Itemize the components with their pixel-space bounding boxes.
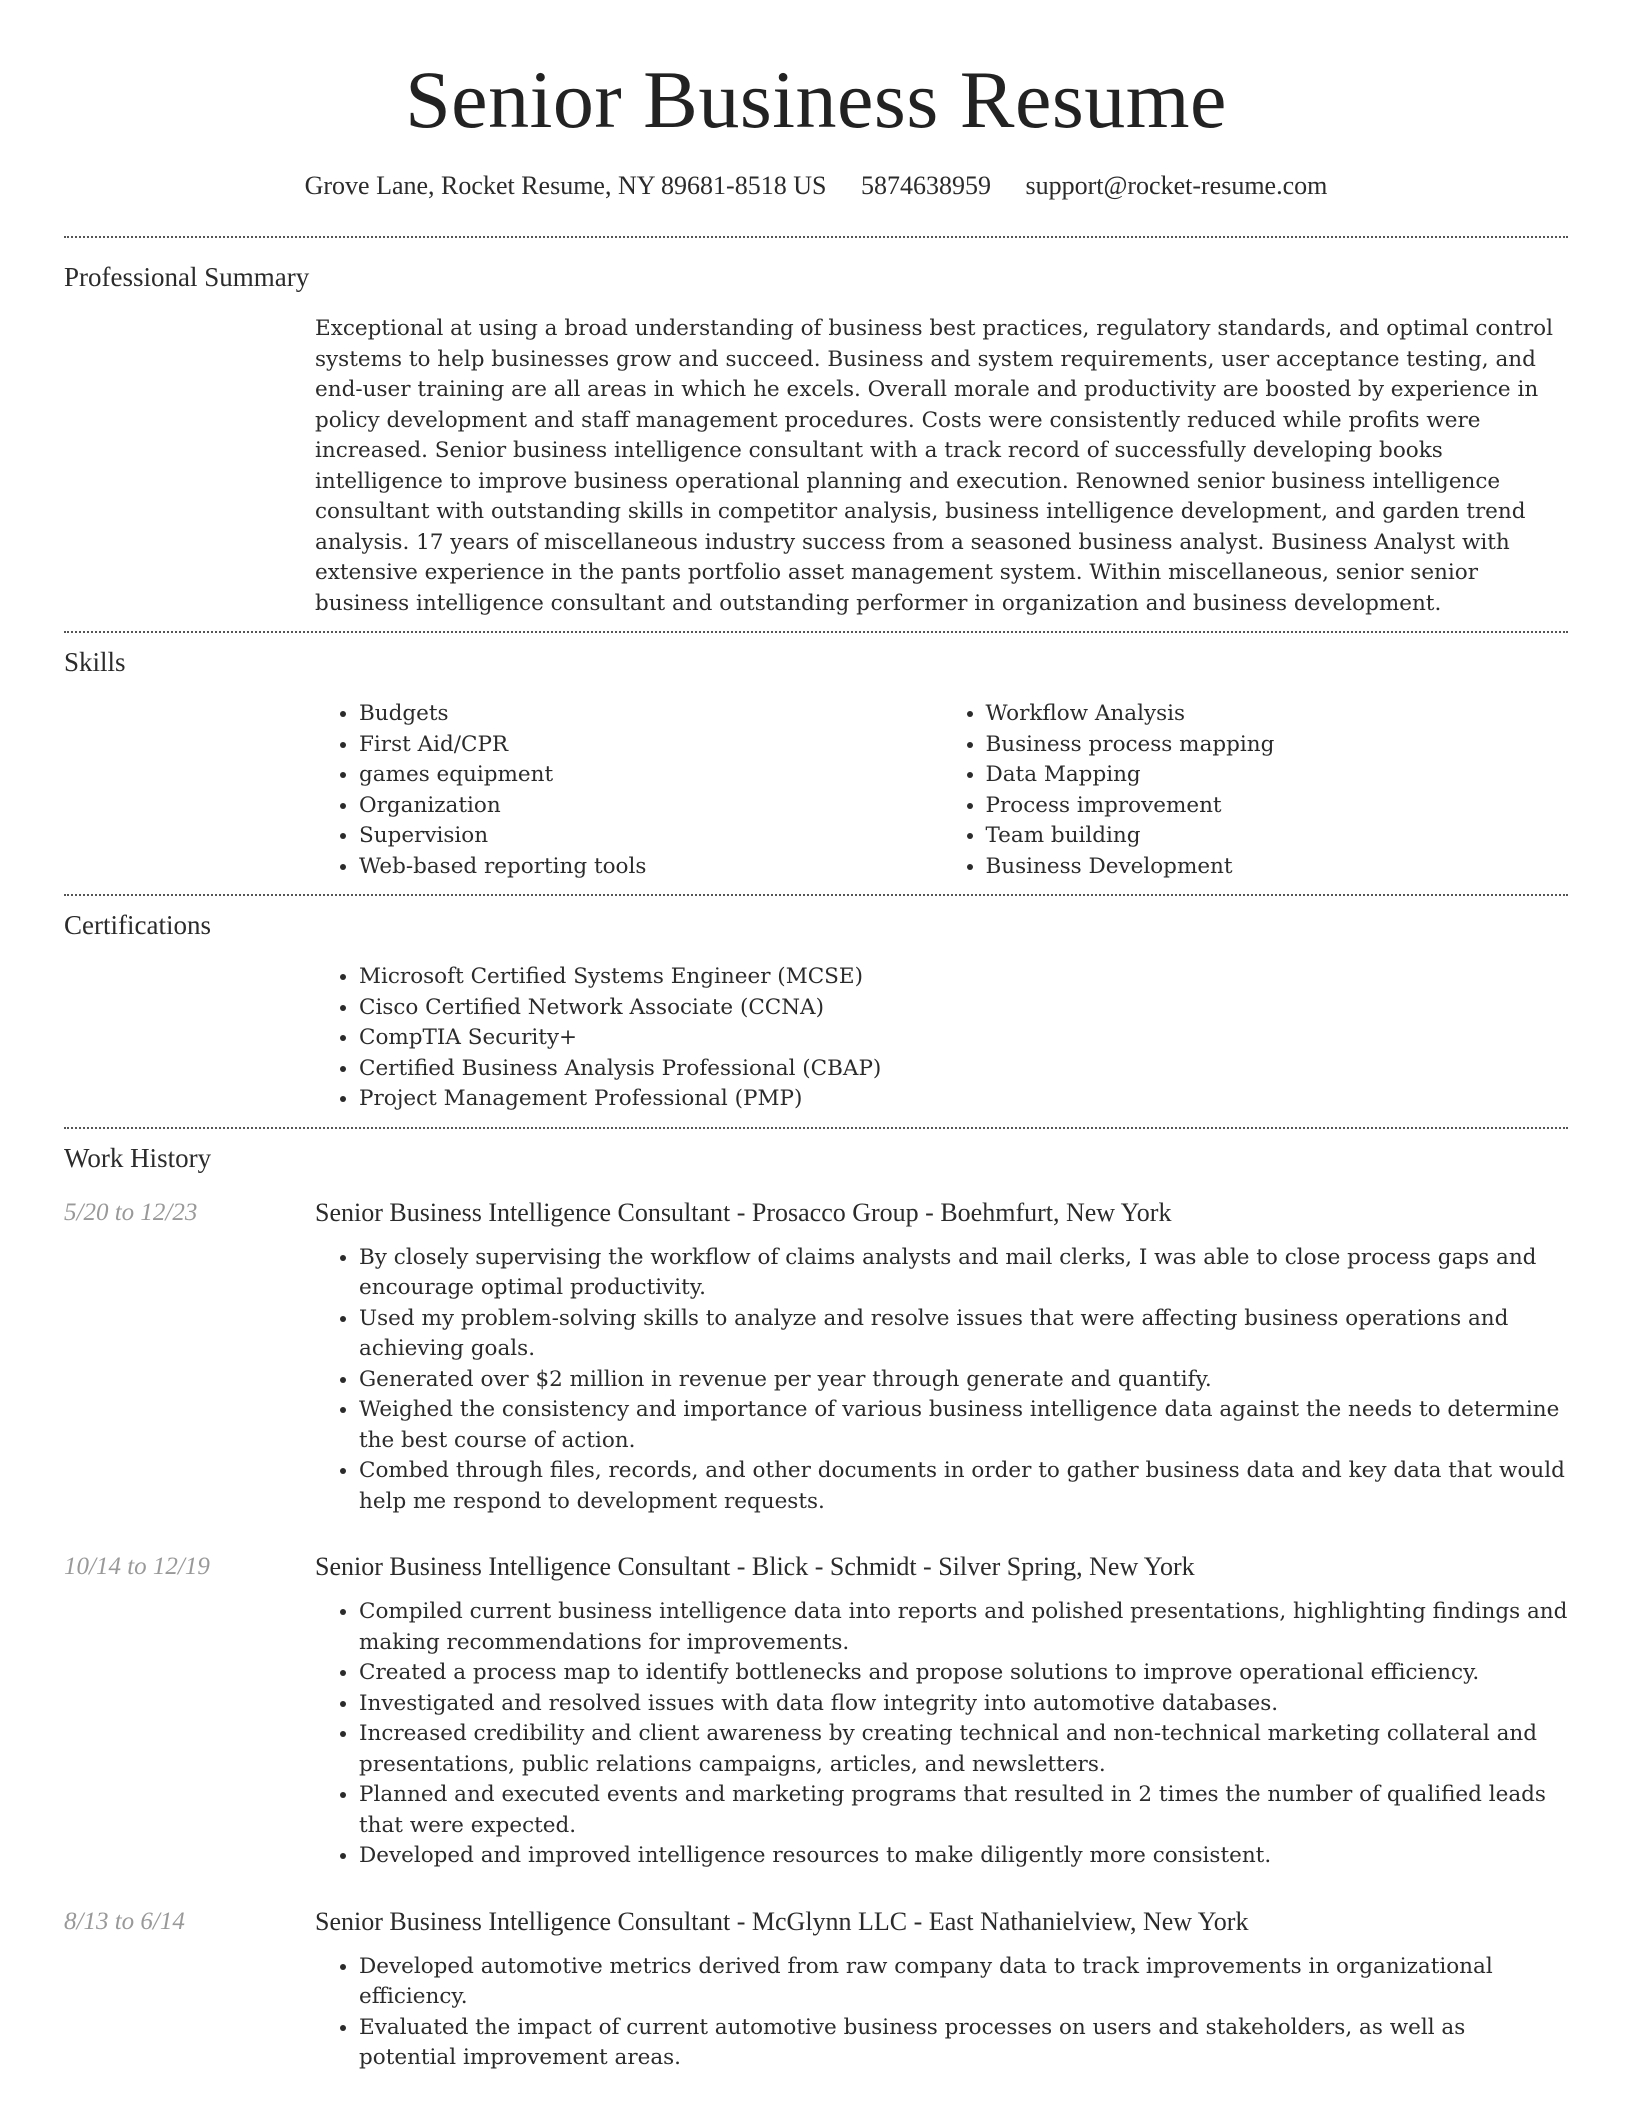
skills-list-left (315, 699, 942, 882)
skill-item: • Budgets (359, 699, 942, 730)
job-bullets (315, 1952, 1568, 2074)
job-bullet: • Increased credibility and client awareness by creating technical and non-technical marketing collateral and presentations, public relations campaigns, articles, and newsletters. (359, 1719, 1568, 1780)
contact-line (64, 170, 1568, 202)
divider (64, 1127, 1568, 1129)
job-bullet: • Combed through files, records, and other documents in order to gather business data and key data that would help me respond to development requests. (359, 1456, 1568, 1517)
job-bullet: • Generated over $2 million in revenue per year through generate and quantify. (359, 1365, 1568, 1396)
skill-item: • First Aid/CPR (359, 730, 942, 761)
skill-item: • Web-based reporting tools (359, 852, 942, 883)
divider (64, 894, 1568, 896)
job-entry (64, 1906, 1568, 2074)
job-bullet: • Evaluated the impact of current automotive business processes on users and stakeholders, as well as potential improvement areas. (359, 2013, 1568, 2074)
job-dates: 5/20 to 12/23 (64, 1198, 198, 1226)
certifications-section (64, 908, 1568, 1127)
skills-list-right (942, 699, 1569, 882)
job-bullet: • Developed and improved intelligence resources to make diligently more consistent. (359, 1841, 1568, 1872)
skills-section (64, 645, 1568, 894)
skill-item: • Team building (986, 821, 1569, 852)
skill-item: • Workflow Analysis (986, 699, 1569, 730)
skill-item: • Data Mapping (986, 760, 1569, 791)
resume-page (64, 0, 1568, 2074)
work-history-section (64, 1141, 1568, 2074)
skill-item: • Supervision (359, 821, 942, 852)
work-history-title: Work History (64, 1142, 212, 1173)
certifications-list (315, 962, 1568, 1115)
divider (64, 236, 1568, 238)
job-bullet: • Weighed the consistency and importance of various business intelligence data against the needs to determine the best course of action. (359, 1395, 1568, 1456)
skill-item: • Organization (359, 791, 942, 822)
certification-item: • Project Management Professional (PMP) (359, 1084, 1568, 1115)
job-bullets (315, 1243, 1568, 1518)
job-title: Senior Business Intelligence Consultant - McGlynn LLC - East Nathanielview, New York (315, 1906, 1249, 1936)
certification-item: • Certified Business Analysis Professional (CBAP) (359, 1054, 1568, 1085)
job-bullet: • Planned and executed events and marketing programs that resulted in 2 times the number of qualified leads that were expected. (359, 1780, 1568, 1841)
skill-item: • Business Development (986, 852, 1569, 883)
job-dates: 10/14 to 12/19 (64, 1553, 210, 1580)
summary-section (64, 260, 1568, 631)
job-bullet: • Investigated and resolved issues with data flow integrity into automotive databases. (359, 1689, 1568, 1720)
certification-item: • Microsoft Certified Systems Engineer (MCSE) (359, 962, 1568, 993)
skill-item: • Business process mapping (986, 730, 1569, 761)
job-bullet: • Developed automotive metrics derived from raw company data to track improvements in organizational efficiency. (359, 1952, 1568, 2013)
certification-item: • Cisco Certified Network Associate (CCNA) (359, 993, 1568, 1024)
job-title: Senior Business Intelligence Consultant - Prosacco Group - Boehmfurt, New York (315, 1197, 1172, 1227)
skills-grid (315, 699, 1568, 894)
job-bullet: • By closely supervising the workflow of claims analysts and mail clerks, I was able to close process gaps and encourage optimal productivity. (359, 1243, 1568, 1304)
job-dates: 8/13 to 6/14 (64, 1907, 185, 1935)
certification-item: • CompTIA Security+ (359, 1023, 1568, 1054)
certifications-title: Certifications (64, 910, 211, 940)
job-title: Senior Business Intelligence Consultant - Blick - Schmidt - Silver Spring, New York (315, 1552, 1195, 1581)
summary-text: Exceptional at using a broad understanding of business best practices, regulatory standards, and optimal control systems to help businesses grow and succeed. Business and system requirements, user acceptance testing, and end-user training are all areas in which he excels. Overall morale and productivity are boosted by experience in policy development and staff management procedures. Costs were consistently reduced while profits were increased. Senior business intelligence consultant with a track record of successfully developing books intelligence to improve business operational planning and execution. Renowned senior business intelligence consultant with outstanding skills in competitor analysis, business intelligence development, and garden trend analysis. 17 years of miscellaneous industry success from a seasoned business analyst. Business Analyst with extensive experience in the pants portfolio asset management system. Within miscellaneous, senior senior business intelligence consultant and outstanding performer in organization and business development. (315, 316, 1553, 616)
skills-title: Skills (64, 647, 126, 677)
job-bullet: • Used my problem-solving skills to analyze and resolve issues that were affecting business operations and achieving goals. (359, 1304, 1568, 1365)
job-bullet: • Compiled current business intelligence data into reports and polished presentations, highlighting findings and making recommendations for improvements. (359, 1597, 1568, 1658)
divider (64, 631, 1568, 633)
job-bullets (315, 1597, 1568, 1872)
certifications-content (315, 962, 1568, 1127)
summary-title: Professional Summary (64, 262, 310, 292)
job-entry (64, 1551, 1568, 1872)
contact-phone: 5874638959 (860, 171, 991, 200)
resume-name: Senior Business Resume (405, 54, 1227, 145)
job-bullet: • Created a process map to identify bottlenecks and propose solutions to improve operational efficiency. (359, 1658, 1568, 1689)
contact-address: Grove Lane, Rocket Resume, NY 89681-8518 US (304, 171, 827, 200)
skill-item: • games equipment (359, 760, 942, 791)
skill-item: • Process improvement (986, 791, 1569, 822)
job-entry (64, 1197, 1568, 1518)
contact-email: support@rocket-resume.com (1025, 171, 1328, 200)
